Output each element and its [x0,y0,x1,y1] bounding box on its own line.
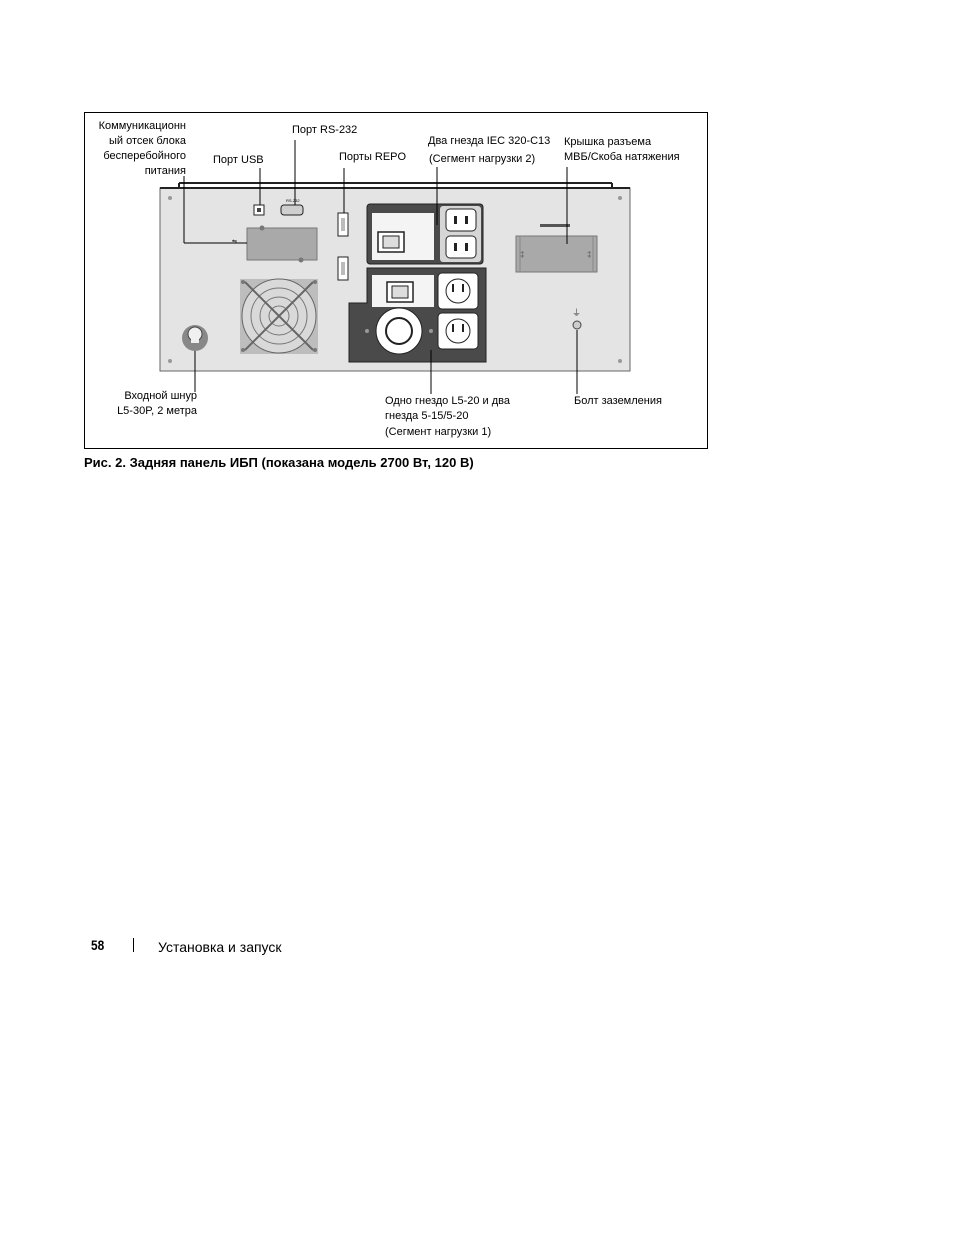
l5-20-outlet-icon [376,308,422,354]
figure-caption: Рис. 2. Задняя панель ИБП (показана модель 2700 Вт, 120 В) [84,455,474,470]
svg-text:⏚: ⏚ [572,308,582,318]
label-input-cord [100,389,197,419]
label-comm-bay-line-3: бесперебойного [103,150,186,162]
label-mbp-cover-line-2: МВБ/Скоба натяжения [564,151,680,163]
footer-divider [133,938,134,952]
label-mbp-cover-line-1: Крышка разъема [564,136,652,148]
iec-outlet-1-icon [446,209,476,231]
label-l5-segment: (Сегмент нагрузки 1) [385,426,492,438]
ground-bolt-icon [573,321,581,329]
label-l5-outlets [385,394,510,424]
label-input-cord-line-2: L5-30P, 2 метра [117,405,197,417]
label-iec-segment: (Сегмент нагрузки 2) [429,153,536,165]
label-usb-port: Порт USB [213,154,264,166]
svg-text:RS-232: RS-232 [286,198,300,203]
rs232-port-icon [281,205,303,215]
label-ground-bolt: Болт заземления [574,395,662,407]
label-comm-bay-line-4: питания [144,165,186,177]
label-l5-outlets-line-1: Одно гнездо L5-20 и два [385,395,510,407]
label-repo-ports: Порты REPO [339,151,407,163]
page-number: 58 [91,937,105,953]
comm-bay-cover [247,228,317,260]
iec-outlet-2-icon [446,236,476,258]
label-comm-bay-line-2: ый отсек блока [108,135,186,147]
label-comm-bay [90,119,186,179]
label-iec-outlets: Два гнезда IEC 320-C13 [428,135,551,147]
label-comm-bay-line-1: Коммуникационн [98,120,186,132]
section-title: Установка и запуск [158,939,282,955]
mbp-cover [516,236,597,272]
svg-text:‡: ‡ [520,250,525,259]
svg-text:‡: ‡ [587,250,592,259]
label-mbp-cover [564,135,680,165]
label-rs232-port: Порт RS-232 [292,124,358,136]
label-input-cord-line-1: Входной шнур [124,390,197,402]
svg-text:⇋: ⇋ [232,239,238,245]
label-l5-outlets-line-2: гнезда 5-15/5-20 [385,410,469,422]
